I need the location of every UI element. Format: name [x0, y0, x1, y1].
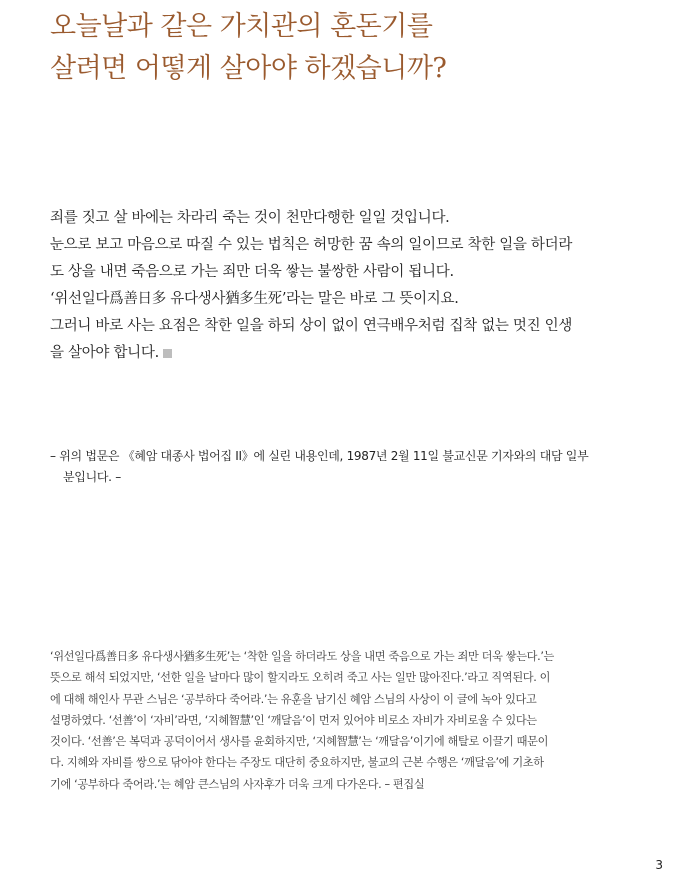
source-note-line: – 위의 법문은 《혜암 대종사 법어집 II》에 실린 내용인데, 1987년 2월 11일 불교신문 기자와의 대담 일부 — [50, 449, 589, 463]
commentary-line: 뜻으로 해석 되었지만, ‘선한 일을 날마다 많이 할지라도 오히려 죽고 사는 일만 많아진다.’라고 직역된다. 이 — [50, 671, 551, 685]
commentary-line: 것이다. ‘선善’은 복덕과 공덕이어서 생사를 윤회하지만, ‘지혜智慧’는 ‘깨달음’이기에 해탈로 이끌기 때문이 — [50, 735, 549, 749]
editorial-commentary — [50, 646, 645, 795]
page-heading — [50, 6, 670, 90]
commentary-line: 다. 지혜와 자비를 쌍으로 닦아야 한다는 주장도 대단히 중요하지만, 불교의 근본 수행은 ‘깨달음’에 기초하 — [50, 756, 544, 770]
commentary-line: 에 대해 해인사 무관 스님은 ‘공부하다 죽어라.’는 유훈을 남기신 혜암 스님의 사상이 이 글에 녹아 있다고 — [50, 692, 537, 706]
source-note-line: 분입니다. – — [63, 470, 121, 484]
commentary-line: 설명하였다. ‘선善’이 ‘자비’라면, ‘지혜智慧’인 ‘깨달음’이 먼저 있어야 비로소 자비가 자비로울 수 있다는 — [50, 713, 537, 727]
main-text-line: ‘위선일다爲善日多 유다생사猶多生死’라는 말은 바로 그 뜻이지요. — [50, 291, 459, 307]
commentary-line: 기에 ‘공부하다 죽어라.’는 혜암 큰스님의 사자후가 더욱 크게 다가온다. – 편집실 — [50, 777, 425, 791]
heading-line: 살려면 어떻게 살아야 하겠습니까? — [50, 53, 447, 84]
main-text-last-line — [50, 340, 670, 367]
main-text-line: 눈으로 보고 마음으로 따질 수 있는 법칙은 허망한 꿈 속의 일이므로 착한 일을 하더라 — [50, 237, 573, 253]
source-note — [50, 446, 610, 488]
main-text-line: 도 상을 내면 죽음으로 가는 죄만 더욱 쌓는 불쌍한 사람이 됩니다. — [50, 264, 454, 280]
main-text-line: 그러니 바로 사는 요점은 착한 일을 하되 상이 없이 연극배우처럼 집착 없는 멋진 인생 — [50, 318, 573, 334]
heading-line: 오늘날과 같은 가치관의 혼돈기를 — [50, 11, 433, 42]
end-of-text-square-icon — [163, 349, 172, 358]
page-number: 3 — [655, 858, 663, 872]
main-text-line: 을 살아야 합니다. — [50, 345, 159, 361]
commentary-line: ‘위선일다爲善日多 유다생사猶多生死’는 ‘착한 일을 하더라도 상을 내면 죽음으로 가는 죄만 더욱 쌓는다.’는 — [50, 650, 555, 663]
main-text-line: 죄를 짓고 살 바에는 차라리 죽는 것이 천만다행한 일일 것입니다. — [50, 210, 450, 226]
main-dharma-text — [50, 205, 670, 367]
